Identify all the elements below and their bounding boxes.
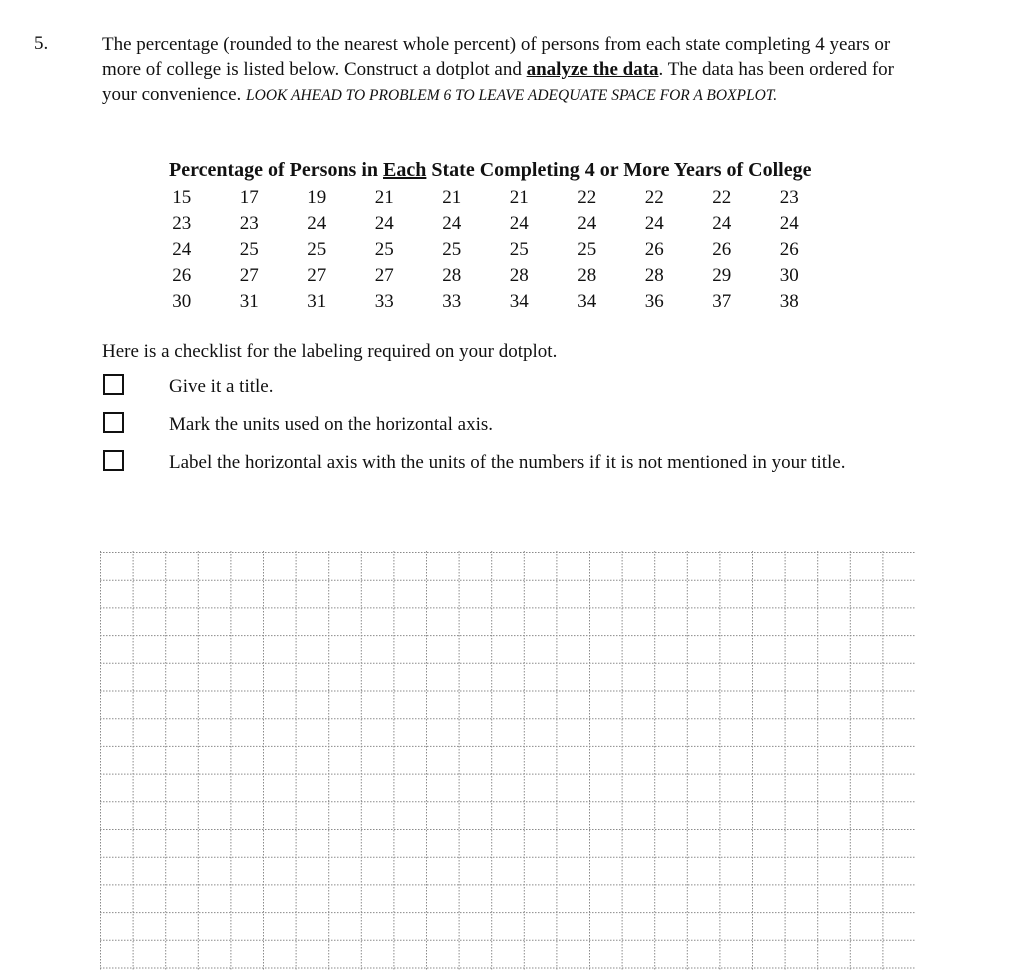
table-cell: 24 bbox=[374, 213, 394, 234]
table-cell: 34 bbox=[577, 291, 597, 312]
graph-paper bbox=[100, 551, 915, 971]
table-cell: 29 bbox=[712, 265, 732, 286]
intro-text-part2: . The data has been ordered for your convenience. bbox=[102, 59, 895, 105]
table-cell: 30 bbox=[779, 265, 799, 286]
data-table-body bbox=[148, 185, 823, 315]
problem-number: 5. bbox=[34, 33, 49, 54]
table-cell: 25 bbox=[239, 239, 259, 260]
intro-emphasis: analyze the data bbox=[526, 59, 659, 80]
table-title-after: State Completing 4 or More Years of College bbox=[426, 159, 812, 181]
table-row bbox=[148, 263, 823, 289]
table-cell: 24 bbox=[712, 213, 732, 234]
graph-grid bbox=[100, 551, 915, 971]
table-row bbox=[148, 237, 823, 263]
data-table bbox=[148, 185, 823, 315]
table-cell: 24 bbox=[779, 213, 799, 234]
table-cell: 25 bbox=[577, 239, 597, 260]
table-cell: 34 bbox=[509, 291, 529, 312]
table-cell: 24 bbox=[442, 213, 462, 234]
table-cell: 31 bbox=[239, 291, 259, 312]
table-cell: 15 bbox=[172, 187, 192, 208]
table-cell: 24 bbox=[577, 213, 597, 234]
table-cell: 21 bbox=[442, 187, 462, 208]
table-cell: 25 bbox=[307, 239, 327, 260]
checkbox[interactable] bbox=[103, 450, 124, 471]
checkbox[interactable] bbox=[103, 412, 124, 433]
table-title-before: Percentage of Persons in bbox=[169, 159, 384, 181]
table-cell: 33 bbox=[442, 291, 462, 312]
table-cell: 25 bbox=[374, 239, 394, 260]
table-cell: 21 bbox=[509, 187, 529, 208]
checklist-intro: Here is a checklist for the labeling required on your dotplot. bbox=[102, 341, 558, 362]
table-cell: 26 bbox=[712, 239, 732, 260]
table-cell: 26 bbox=[172, 265, 192, 286]
table-cell: 33 bbox=[374, 291, 394, 312]
table-row bbox=[148, 185, 823, 211]
table-title bbox=[169, 159, 811, 182]
table-cell: 27 bbox=[239, 265, 259, 286]
table-title-underlined: Each bbox=[383, 159, 427, 181]
checklist-item-text: Give it a title. bbox=[169, 376, 274, 397]
table-cell: 24 bbox=[509, 213, 529, 234]
table-cell: 22 bbox=[644, 187, 664, 208]
table-cell: 23 bbox=[172, 213, 192, 234]
table-cell: 36 bbox=[644, 291, 664, 312]
table-cell: 28 bbox=[442, 265, 462, 286]
table-cell: 23 bbox=[779, 187, 799, 208]
table-cell: 24 bbox=[172, 239, 192, 260]
problem-intro bbox=[102, 32, 902, 108]
table-cell: 25 bbox=[509, 239, 529, 260]
checkbox[interactable] bbox=[103, 374, 124, 395]
table-cell: 19 bbox=[307, 187, 327, 208]
table-cell: 26 bbox=[644, 239, 664, 260]
checklist-item-text: Label the horizontal axis with the units of the numbers if it is not mentioned in your title. bbox=[169, 452, 846, 473]
table-cell: 28 bbox=[577, 265, 597, 286]
table-cell: 23 bbox=[239, 213, 259, 234]
table-cell: 21 bbox=[374, 187, 394, 208]
table-cell: 17 bbox=[239, 187, 259, 208]
intro-text-part1: The percentage (rounded to the nearest whole percent) of persons from each state completing 4 years or more of college is listed below. Construct a dotplot and bbox=[102, 34, 891, 80]
table-cell: 22 bbox=[712, 187, 732, 208]
table-cell: 31 bbox=[307, 291, 327, 312]
table-cell: 22 bbox=[577, 187, 597, 208]
table-cell: 27 bbox=[307, 265, 327, 286]
table-cell: 30 bbox=[172, 291, 192, 312]
table-cell: 27 bbox=[374, 265, 394, 286]
checklist-item-text: Mark the units used on the horizontal axis. bbox=[169, 414, 493, 435]
table-cell: 28 bbox=[509, 265, 529, 286]
table-cell: 25 bbox=[442, 239, 462, 260]
table-cell: 26 bbox=[779, 239, 799, 260]
table-row bbox=[148, 289, 823, 315]
intro-instruction: LOOK AHEAD TO PROBLEM 6 TO LEAVE ADEQUATE SPACE FOR A BOXPLOT. bbox=[246, 87, 778, 104]
table-row bbox=[148, 211, 823, 237]
table-cell: 37 bbox=[712, 291, 732, 312]
table-cell: 24 bbox=[307, 213, 327, 234]
table-cell: 28 bbox=[644, 265, 664, 286]
table-cell: 24 bbox=[644, 213, 664, 234]
table-cell: 38 bbox=[779, 291, 799, 312]
